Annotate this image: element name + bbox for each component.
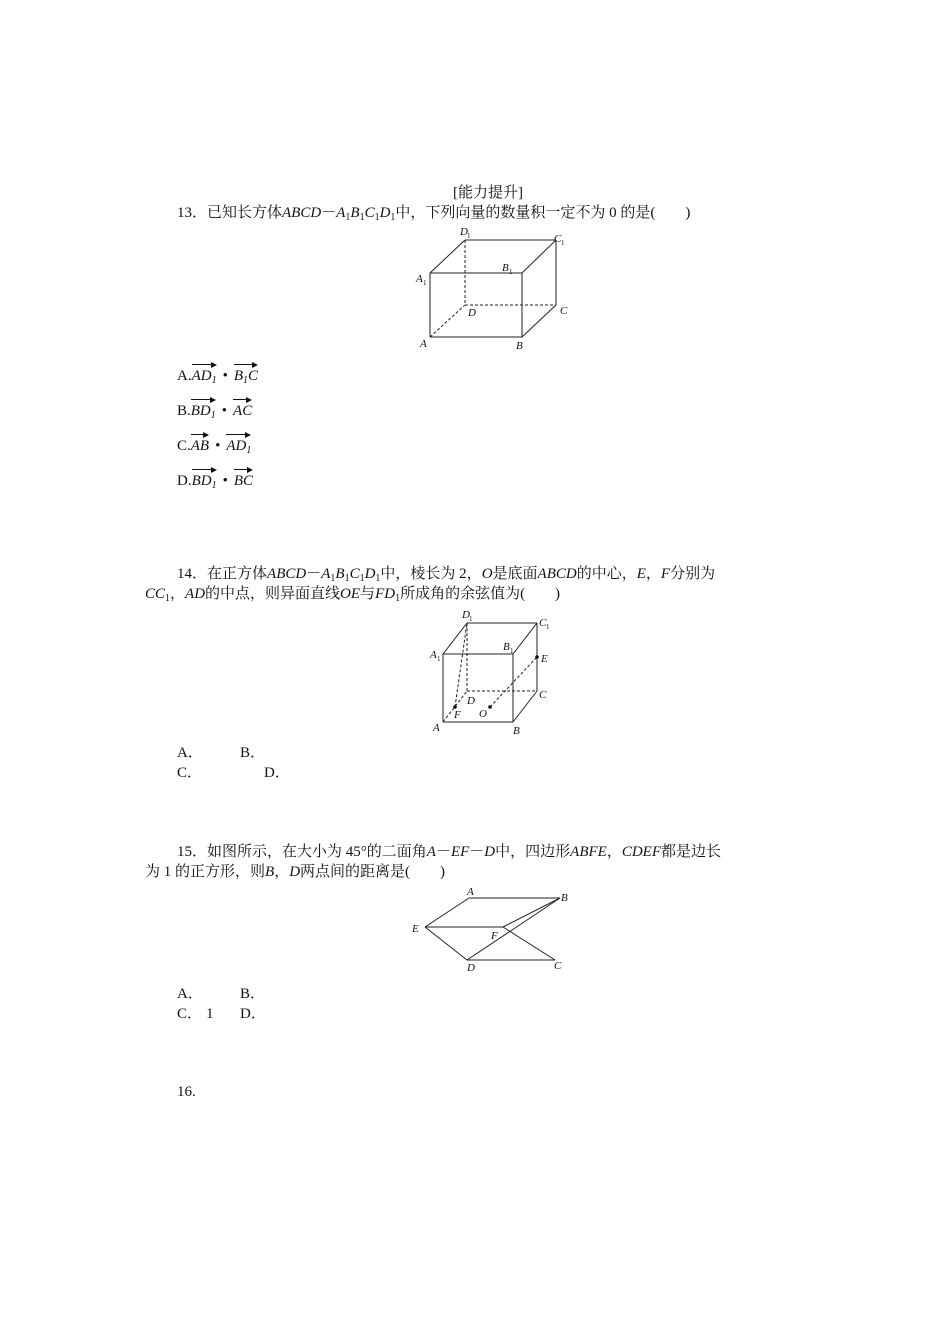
option-a[interactable]: A. $AD_1$ • $B_1C$ xyxy=(177,360,258,386)
svg-text:1: 1 xyxy=(561,239,565,247)
point-E xyxy=(535,655,539,659)
vector-bc: BC xyxy=(234,465,253,491)
label-A1: A xyxy=(416,273,423,285)
svg-text:1: 1 xyxy=(509,268,513,276)
vector-ad1: $AD_1$ xyxy=(226,430,251,456)
label-C: C xyxy=(539,689,547,701)
label-C1: C xyxy=(554,233,562,245)
label-A1: A xyxy=(430,649,437,661)
label-D: D xyxy=(467,695,475,707)
vector-arrow xyxy=(192,362,217,368)
vector-bd1: $BD_1$ xyxy=(191,395,216,421)
option-b[interactable]: B． xyxy=(240,745,266,761)
label-C1: C xyxy=(539,617,547,629)
option-b[interactable]: B. $BD_1$ • AC xyxy=(177,395,252,421)
vector-arrow xyxy=(234,362,258,368)
option-c[interactable]: C． xyxy=(177,765,203,781)
label-D1: D xyxy=(460,226,468,238)
label-D1: D xyxy=(462,609,470,621)
label-B: B xyxy=(561,892,568,904)
label-A: A xyxy=(433,722,440,734)
question-14-stem-line1: 14．在正方体$ABCD-A_1B_1C_1D_1$中，棱长为 2，O是底面ABCD的中心，E，F分别为 xyxy=(177,566,716,584)
vector-ad1: $AD_1$ xyxy=(192,360,217,386)
vector-ac: AC xyxy=(233,395,252,421)
option-c[interactable]: C. AB • $AD_1$ xyxy=(177,430,251,456)
label-C: C xyxy=(554,960,562,972)
option-d[interactable]: D. $BD_1$ • BC xyxy=(177,465,253,491)
label-B: B xyxy=(513,725,520,737)
svg-text:1: 1 xyxy=(423,279,427,287)
option-b[interactable]: B． xyxy=(240,986,266,1002)
question-14-stem-line2: $CC_1$，AD的中点，则异面直线OE与$FD_1$所成角的余弦值为( ) xyxy=(145,586,561,604)
section-title: [能力提升] xyxy=(453,185,523,201)
svg-text:1: 1 xyxy=(437,655,441,663)
option-d[interactable]: D． xyxy=(240,1006,266,1022)
vector-arrow xyxy=(192,467,217,473)
label-D: D xyxy=(467,962,475,974)
svg-text:1: 1 xyxy=(546,623,550,631)
question-number: 15． xyxy=(177,844,208,860)
point-O xyxy=(488,705,492,709)
figure-15-dihedral xyxy=(405,885,580,980)
vector-arrow xyxy=(233,397,252,403)
svg-text:1: 1 xyxy=(467,232,471,240)
option-d[interactable]: D． xyxy=(264,765,290,781)
figure-14-cube xyxy=(425,607,575,742)
question-15-stem-line1: 15．如图所示，在大小为 45°的二面角A－EF－D中，四边形ABFE，CDEF都是边长 xyxy=(177,844,722,860)
svg-text:1: 1 xyxy=(469,615,473,623)
label-O: O xyxy=(479,708,487,720)
question-number: 13． xyxy=(177,205,208,221)
label-B1: B xyxy=(503,641,510,653)
question-number: 14． xyxy=(177,566,208,582)
label-D: D xyxy=(468,307,476,319)
label-A: A xyxy=(467,886,474,898)
label-F: F xyxy=(454,709,461,721)
vector-arrow xyxy=(226,432,251,438)
vector-b1c: $B_1C$ xyxy=(234,360,258,386)
label-B1: B xyxy=(502,262,509,274)
label-F: F xyxy=(491,930,498,942)
svg-text:1: 1 xyxy=(510,647,514,655)
vector-arrow xyxy=(191,432,209,438)
vector-ab: AB xyxy=(191,430,209,456)
label-E: E xyxy=(541,653,548,665)
label-C: C xyxy=(560,305,568,317)
option-c[interactable]: C． 1 xyxy=(177,1006,214,1022)
label-B: B xyxy=(516,340,523,352)
option-a[interactable]: A． xyxy=(177,986,203,1002)
option-a[interactable]: A． xyxy=(177,745,203,761)
vector-bd1: $BD_1$ xyxy=(192,465,217,491)
label-A: A xyxy=(420,338,427,350)
vector-arrow xyxy=(191,397,216,403)
vector-arrow xyxy=(234,467,253,473)
question-13-stem: 13．已知长方体$ABCD-A_1B_1C_1D_1$中，下列向量的数量积一定不为 0 的是( ) xyxy=(177,205,691,223)
label-E: E xyxy=(412,923,419,935)
question-16-number: 16. xyxy=(177,1084,196,1100)
figure-13-cuboid xyxy=(410,225,580,355)
question-15-stem-line2: 为 1 的正方形，则B，D两点间的距离是( ) xyxy=(145,864,446,880)
